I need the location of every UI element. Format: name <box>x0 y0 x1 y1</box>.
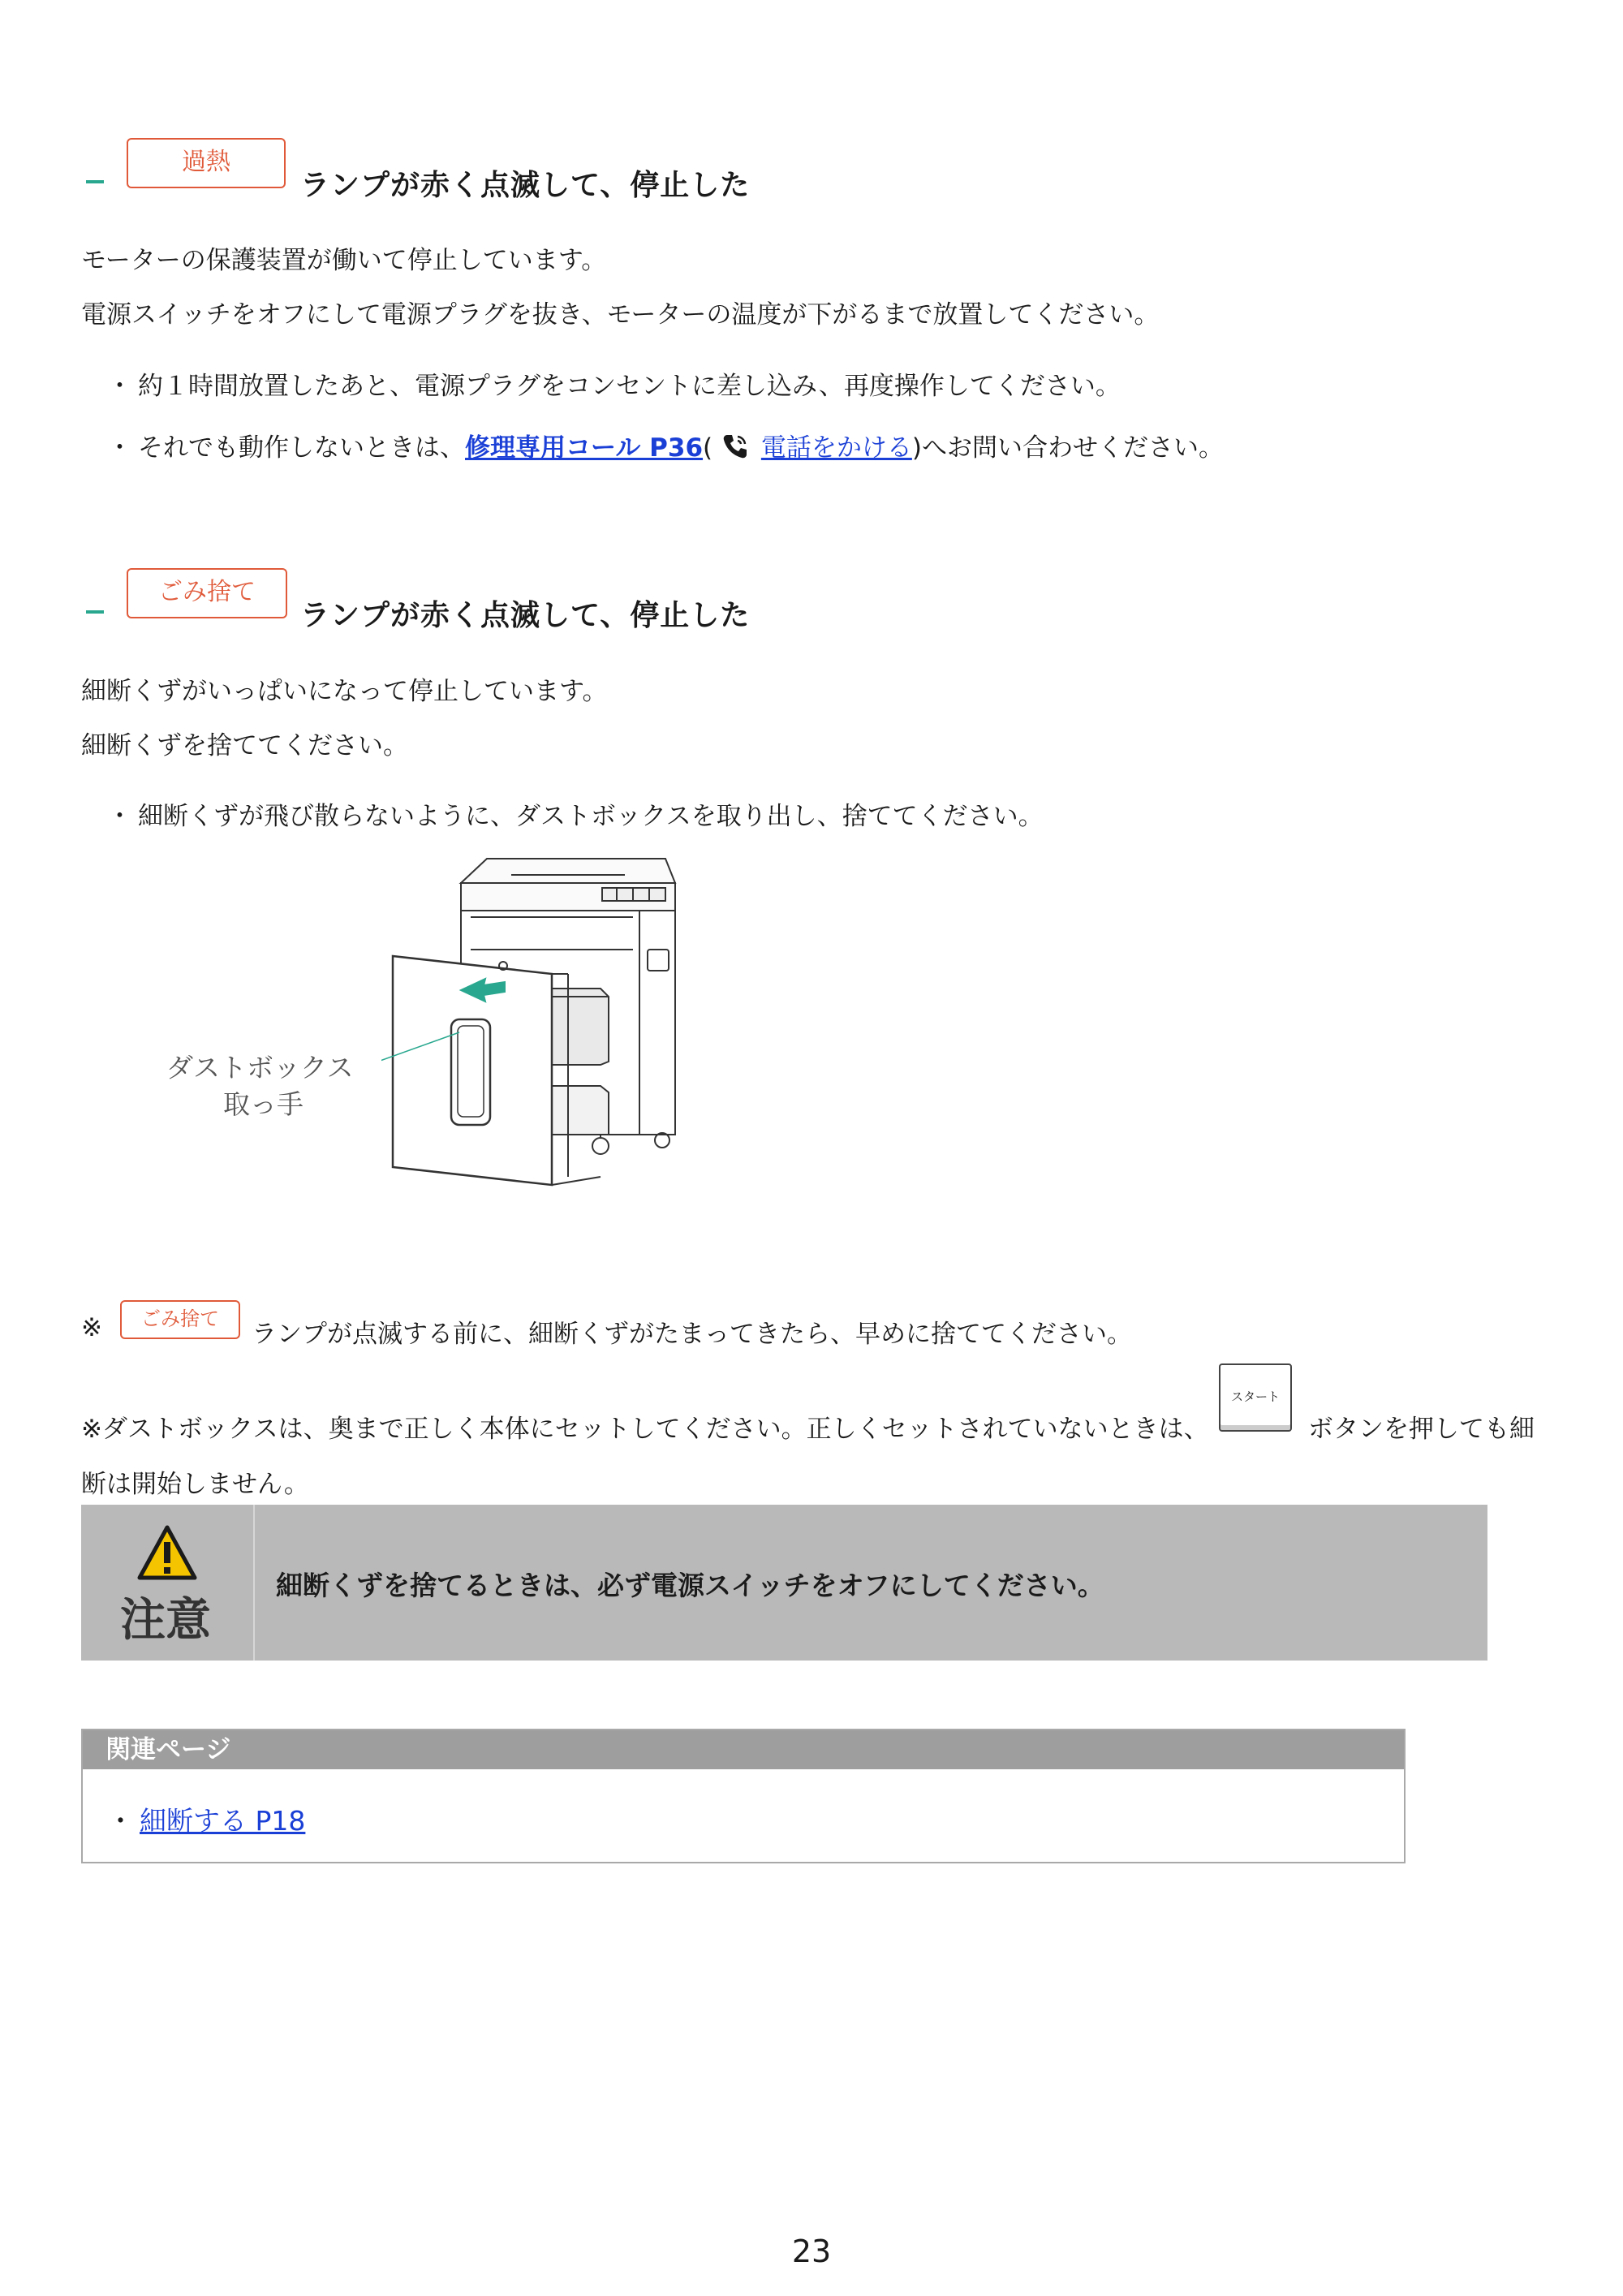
section1-dash <box>86 180 104 183</box>
bullet-dot: ・ <box>107 372 132 401</box>
section1-lamp-badge: 過熱 <box>127 138 286 188</box>
caution-text: 細断くずを捨てるときは、必ず電源スイッチをオフにしてください。 <box>276 1570 1104 1601</box>
section1-bullet1 <box>107 365 1121 402</box>
section1-heading: ランプが赤く点滅して、停止した <box>300 169 751 202</box>
figure-label-dust-box: ダストボックス <box>166 1052 354 1083</box>
note1-lamp-badge: ごみ捨て <box>120 1300 240 1339</box>
bullet-text: 約１時間放置したあと、電源プラグをコンセントに差し込み、再度操作してください。 <box>138 372 1121 401</box>
caution-label: 注意 <box>120 1594 211 1647</box>
repair-call-link[interactable]: 修理専用コール P36 <box>465 433 704 463</box>
figure-label-handle: 取っ手 <box>223 1088 304 1120</box>
section1-line2: 電源スイッチをオフにして電源プラグを抜き、モーターの温度が下がるまで放置してください。 <box>81 300 1160 330</box>
related-pages-title: 関連ページ <box>83 1730 1404 1769</box>
paren-open: ( <box>703 433 713 463</box>
section1-bullet2 <box>107 427 1224 467</box>
note1-text: ランプが点滅する前に、細断くずがたまってきたら、早めに捨ててください。 <box>252 1320 1132 1349</box>
shredder-illustration <box>381 852 690 1193</box>
caution-divider <box>253 1505 255 1661</box>
note2-text-a: ※ダストボックスは、奥まで正しく本体にセットしてください。正しくセットされていないときは、 <box>81 1415 1209 1444</box>
section2-line2: 細断くずを捨ててください。 <box>81 731 408 760</box>
bullet-text-suffix: )へお問い合わせください。 <box>911 433 1224 463</box>
bullet-text-prefix: それでも動作しないときは、 <box>138 433 465 463</box>
start-key-icon: スタート <box>1219 1363 1292 1432</box>
related-item <box>107 1800 305 1838</box>
section2-bullet1 <box>107 795 1044 832</box>
page-number: 23 <box>791 2234 832 2269</box>
related-pages-box <box>81 1729 1406 1863</box>
section2-dash <box>86 610 104 614</box>
warning-triangle-icon <box>136 1524 198 1584</box>
section2-lamp-badge: ごみ捨て <box>127 568 287 618</box>
section1-line1: モーターの保護装置が働いて停止しています。 <box>81 246 607 275</box>
phone-icon <box>721 432 753 467</box>
bullet-dot: ・ <box>107 433 132 463</box>
section2-heading: ランプが赤く点滅して、停止した <box>300 599 751 632</box>
section2-line1: 細断くずがいっぱいになって停止しています。 <box>81 677 608 706</box>
note1-mark: ※ <box>81 1313 102 1342</box>
bullet-dot: ・ <box>107 802 132 831</box>
caution-box <box>81 1505 1487 1661</box>
note2-text-b: ボタンを押しても細 <box>1308 1415 1535 1444</box>
shred-page-link[interactable]: 細断する P18 <box>140 1805 306 1837</box>
call-phone-link[interactable]: 電話をかける <box>760 433 912 463</box>
bullet-text: 細断くずが飛び散らないように、ダストボックスを取り出し、捨ててください。 <box>138 802 1044 831</box>
bullet-dot: ・ <box>107 1805 134 1837</box>
note2-text-c: 断は開始しません。 <box>81 1470 309 1499</box>
